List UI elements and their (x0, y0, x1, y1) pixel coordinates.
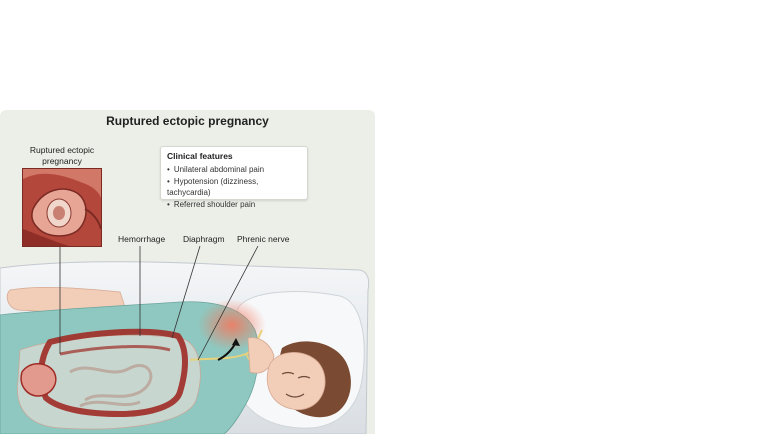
page-title: Ruptured ectopic pregnancy (106, 114, 269, 128)
diaphragm-label: Diaphragm (183, 234, 225, 244)
clinical-features-heading: Clinical features (167, 151, 233, 161)
inset-label-line-2: pregnancy (42, 156, 82, 166)
clinical-feature-item: • Unilateral abdominal pain (167, 164, 301, 176)
clinical-feature-item: • Hypotension (dizziness, tachycardia) (167, 176, 301, 199)
illustration-panel (0, 110, 375, 434)
clinical-feature-item: • Referred shoulder pain (167, 199, 301, 211)
hemorrhage-label: Hemorrhage (118, 234, 166, 244)
uterus (21, 364, 56, 396)
ectopic-inset-image (22, 168, 102, 247)
ruptured-tube-illustration (23, 169, 101, 246)
phrenic-nerve-label: Phrenic nerve (237, 234, 290, 244)
inset-label (22, 145, 102, 167)
inset-label-line-1: Ruptured ectopic (29, 145, 95, 155)
clinical-features-box (160, 146, 308, 209)
face (267, 352, 325, 409)
clinical-features-list (167, 164, 301, 210)
